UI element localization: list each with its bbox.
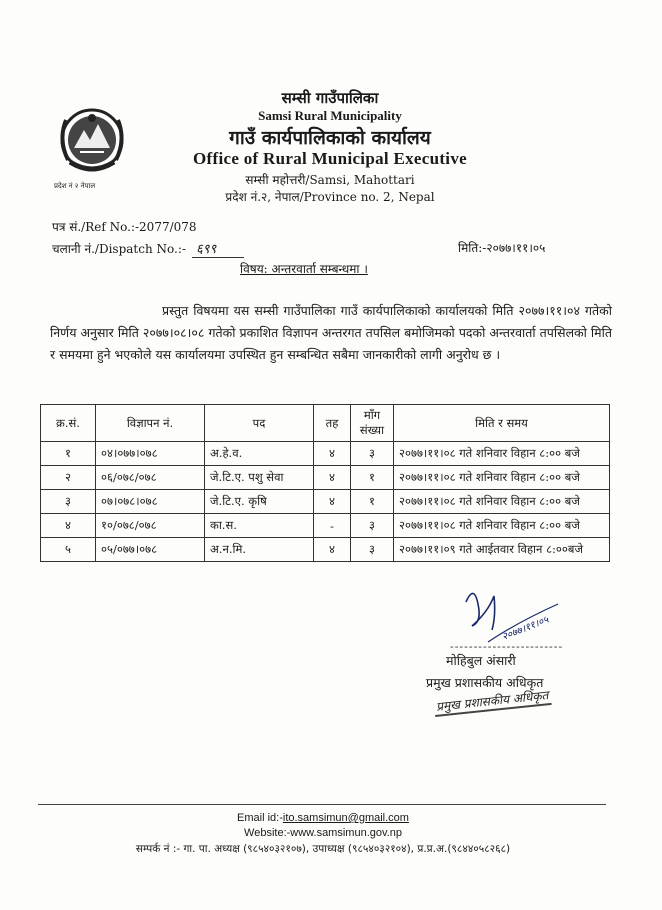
- cell-post: जे.टि.ए. पशु सेवा: [205, 466, 314, 490]
- municipality-name-nepali: सम्सी गाउँपालिका: [281, 89, 379, 107]
- footer-contact: सम्पर्क नं :- गा. पा. अध्यक्ष (९८५४०३२१०७), उपाध्यक्ष (९८५४०३२१०४), प्र.प्र.अ.(९८४४०५८२६८): [135, 843, 511, 855]
- office-name-nepali: गाउँ कार्यपालिकाको कार्यालय: [229, 127, 431, 149]
- email-link[interactable]: ito.samsimun@gmail.com: [282, 812, 409, 824]
- table-row: [41, 538, 610, 562]
- cell-serial: ३: [41, 490, 96, 514]
- cell-level: ४: [314, 538, 351, 562]
- header-serial: क्र.सं.: [41, 405, 96, 442]
- footer-divider: [38, 804, 606, 805]
- signature-line: ------------------------: [450, 640, 564, 653]
- dispatch-value: ६९९: [192, 239, 244, 258]
- signatory-name: मोहिबुल अंसारी: [446, 653, 516, 668]
- cell-advert-no: ०५/०७७।०७८: [96, 538, 205, 562]
- header-post: पद: [205, 405, 314, 442]
- municipality-name-english: Samsi Rural Municipality: [258, 108, 402, 123]
- cell-level: ४: [314, 466, 351, 490]
- table-header-row: [41, 405, 610, 442]
- cell-advert-no: ०४।०७७।०७८: [96, 442, 205, 466]
- table-row: [41, 514, 610, 538]
- header-date-time: मिति र समय: [394, 405, 610, 442]
- location-line: सम्सी महोत्तरी/Samsi, Mahottari: [245, 173, 415, 187]
- emblem-caption: प्रदेश नं २ नेपाल: [54, 182, 96, 190]
- cell-date-time: २०७७।११।०८ गते शनिवार विहान ८:०० बजे: [394, 466, 610, 490]
- handwritten-signature: [448, 582, 568, 644]
- cell-serial: १: [41, 442, 96, 466]
- nepal-government-emblem-icon: [52, 100, 132, 184]
- cell-serial: ५: [41, 538, 96, 562]
- official-stamp: प्रमुख प्रशासकीय अधिकृत: [433, 686, 551, 717]
- ref-number: [52, 218, 197, 235]
- table-row: [41, 490, 610, 514]
- date-value: २०७७।११।०५: [486, 241, 546, 255]
- subject-line: विषय: अन्तरवार्ता सम्बन्धमा ।: [240, 262, 368, 276]
- header-demand: माँग संख्या: [351, 405, 394, 442]
- cell-serial: ४: [41, 514, 96, 538]
- cell-demand: ३: [351, 514, 394, 538]
- footer-website[interactable]: Website:-www.samsimun.gov.np: [244, 827, 402, 839]
- letter-date: [458, 239, 545, 256]
- cell-demand: ३: [351, 442, 394, 466]
- cell-date-time: २०७७।११।०८ गते शनिवार विहान ८:०० बजे: [394, 490, 610, 514]
- footer-email: [40, 812, 606, 824]
- table-row: [41, 466, 610, 490]
- cell-demand: १: [351, 490, 394, 514]
- header-advert-no: विज्ञापन नं.: [96, 405, 205, 442]
- cell-post: अ.हे.व.: [205, 442, 314, 466]
- cell-advert-no: ०७।०७८।०७८: [96, 490, 205, 514]
- date-label: मिति:-: [458, 241, 487, 255]
- cell-post: अ.न.मि.: [205, 538, 314, 562]
- cell-level: -: [314, 514, 351, 538]
- cell-date-time: २०७७।११।०९ गते आईतवार विहान ८:००बजे: [394, 538, 610, 562]
- office-name-english: Office of Rural Municipal Executive: [193, 149, 467, 168]
- email-label: Email id:-: [237, 812, 283, 824]
- cell-serial: २: [41, 466, 96, 490]
- cell-advert-no: १०/०७८/०७८: [96, 514, 205, 538]
- table-row: [41, 442, 610, 466]
- ref-label: पत्र सं./Ref No.:-: [52, 220, 140, 234]
- cell-demand: १: [351, 466, 394, 490]
- province-line: प्रदेश नं.२, नेपाल/Province no. 2, Nepal: [225, 190, 435, 204]
- cell-post: जे.टि.ए. कृषि: [205, 490, 314, 514]
- signature-date: २०७७।११।०५: [500, 614, 551, 644]
- ref-value: 2077/078: [139, 220, 197, 234]
- cell-post: का.स.: [205, 514, 314, 538]
- cell-date-time: २०७७।११।०८ गते शनिवार विहान ८:०० बजे: [394, 514, 610, 538]
- cell-date-time: २०७७।११।०८ गते शनिवार विहान ८:०० बजे: [394, 442, 610, 466]
- letter-body: [50, 300, 612, 366]
- dispatch-number: [52, 239, 244, 258]
- signatory-designation: प्रमुख प्रशासकीय अधिकृत: [426, 675, 544, 690]
- interview-schedule-table: [40, 404, 610, 562]
- cell-level: ४: [314, 490, 351, 514]
- cell-level: ४: [314, 442, 351, 466]
- header-level: तह: [314, 405, 351, 442]
- dispatch-label: चलानी नं./Dispatch No.:-: [52, 242, 186, 256]
- body-paragraph: प्रस्तुत विषयमा यस सम्सी गाउँपालिका गाउँ कार्यपालिकाको कार्यालयको मिति २०७७।११।०४ गतेको निर्णय अनुसार मिति २०७७।०८।०८ गतेको प्रकाशित विज्ञापन अन्तरगत तपसिल बमोजिमको पदको अन्तरवार्ता तपसिलको मिति र समयमा हुने भएकोले यस कार्यालयमा उपस्थित हुन सम्बन्धित सबैमा जानकारीको लागी अनुरोध छ ।: [50, 303, 612, 362]
- cell-advert-no: ०६/०७८/०७८: [96, 466, 205, 490]
- cell-demand: ३: [351, 538, 394, 562]
